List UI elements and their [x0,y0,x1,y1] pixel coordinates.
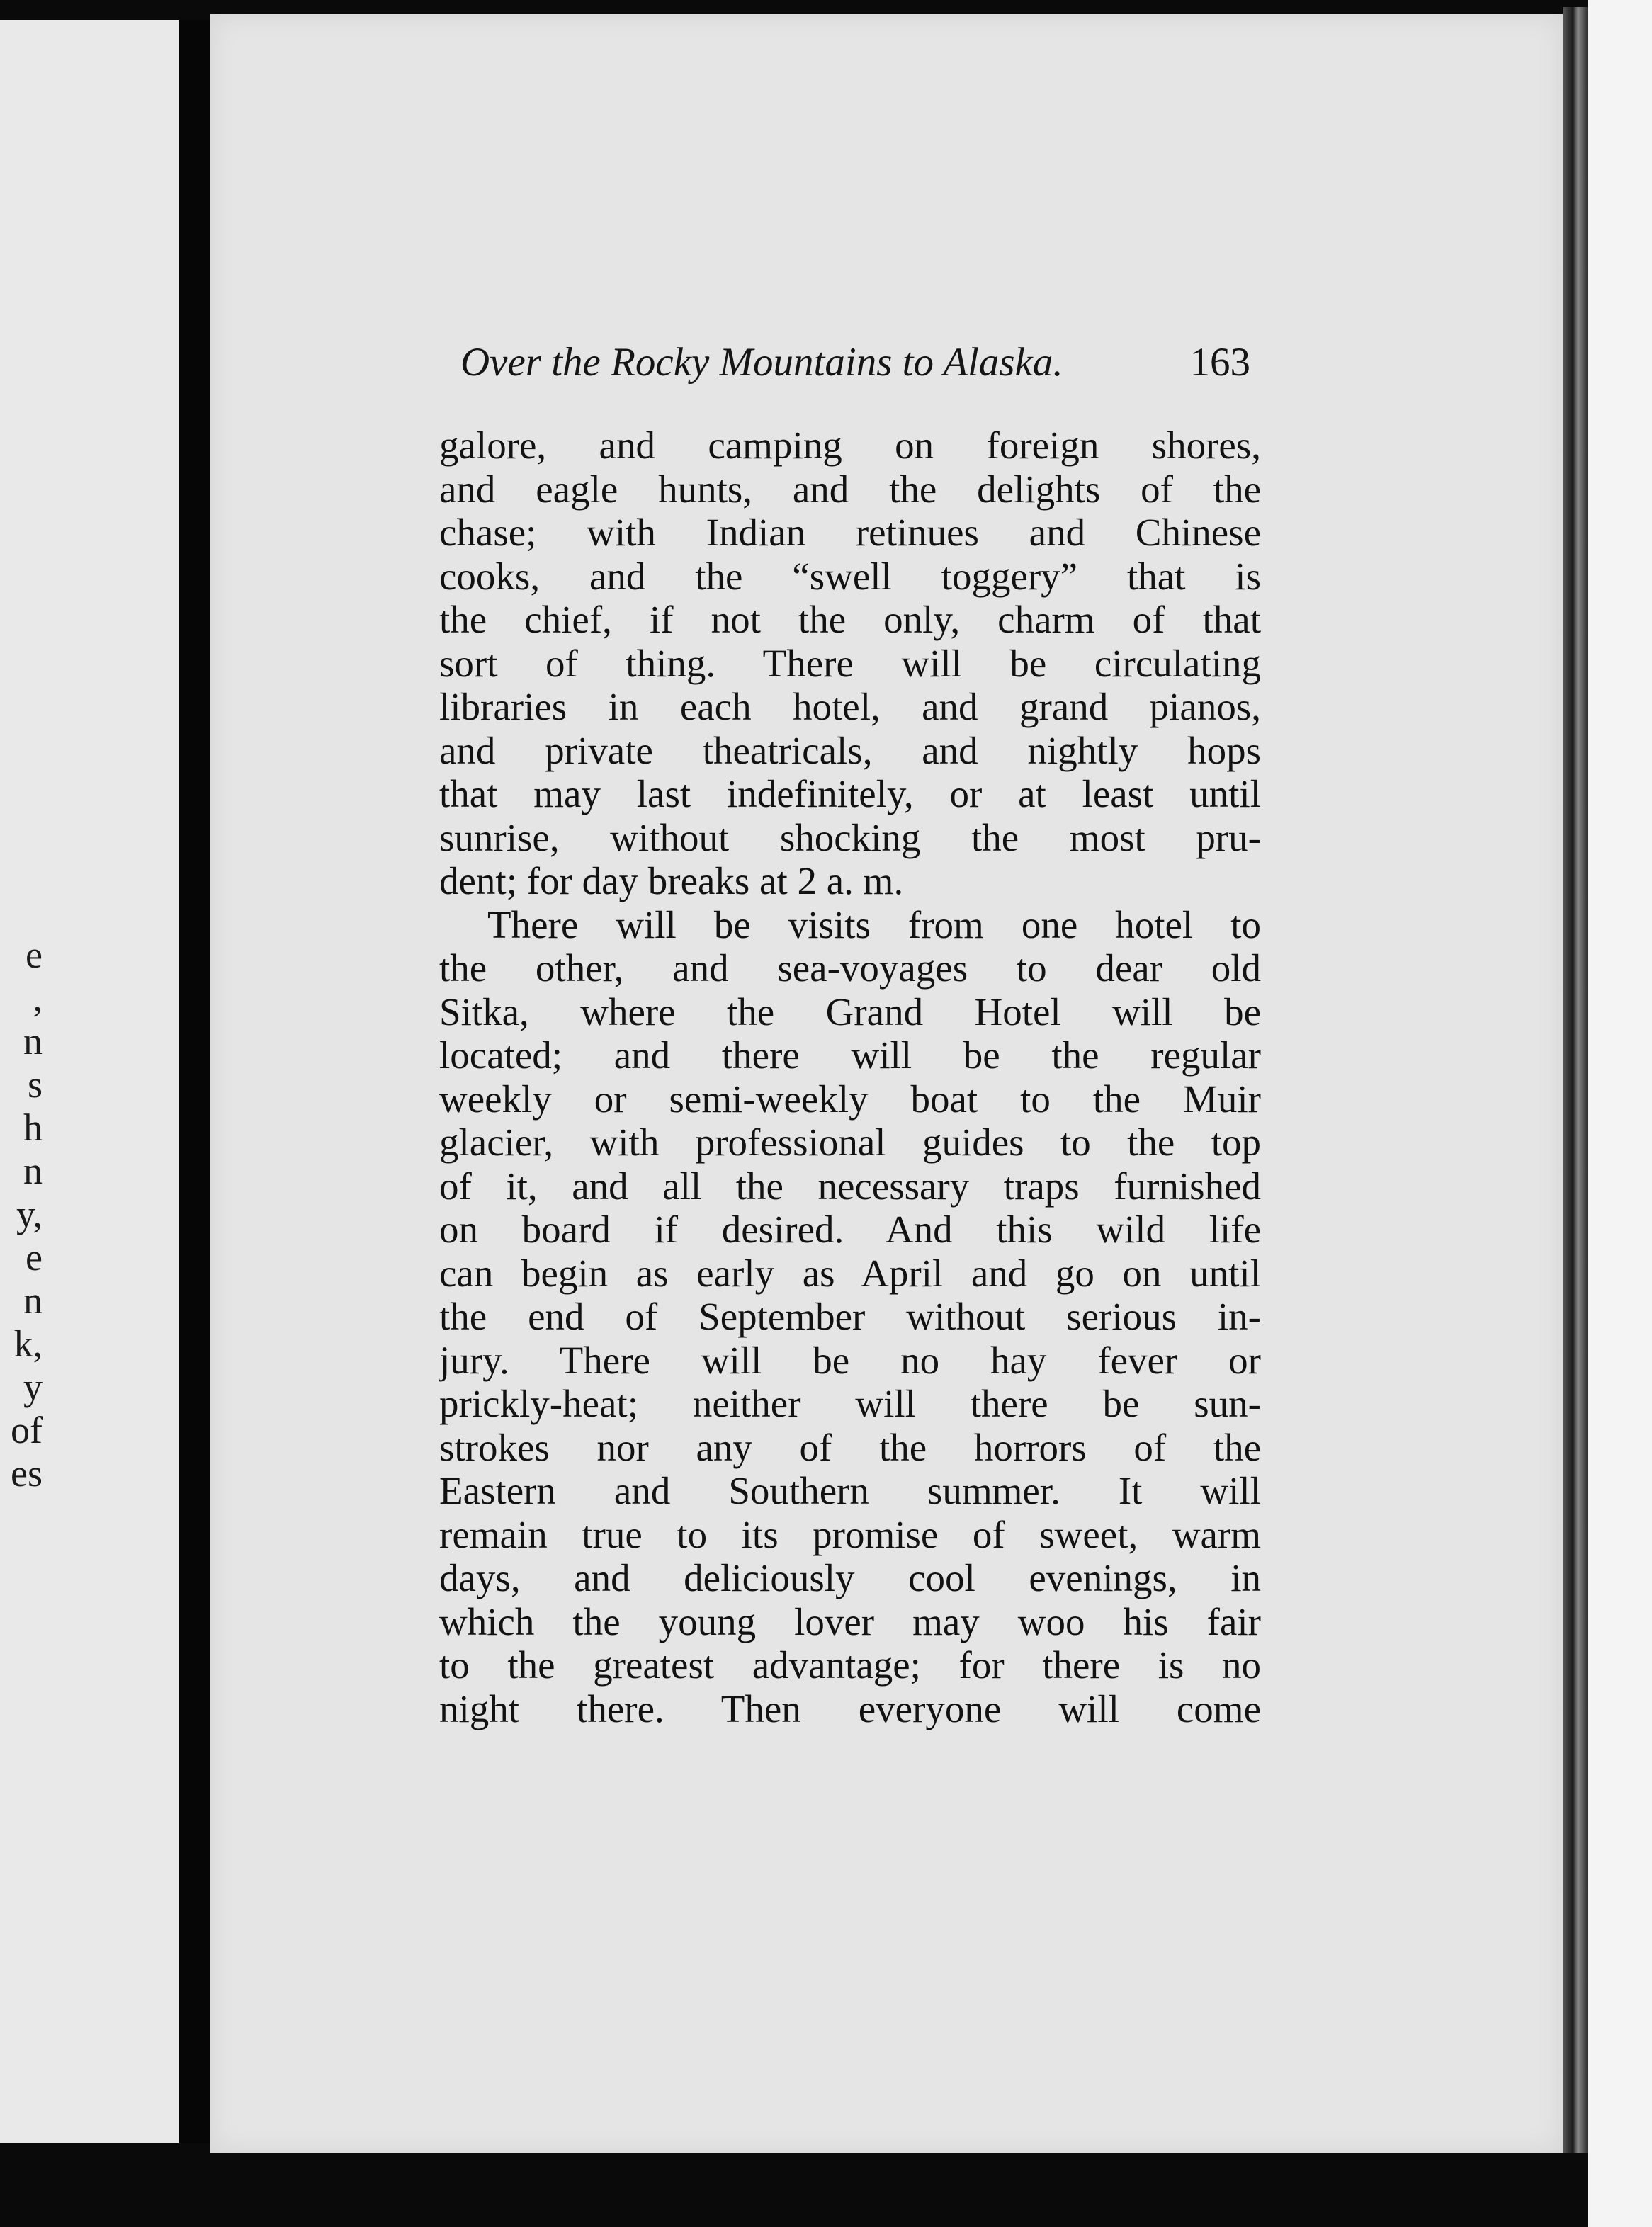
fragment-line: es [11,1452,43,1495]
text-line: galore, and camping on foreign shores, [439,424,1261,467]
text-line: the chief, if not the only, charm of that [439,598,1261,641]
text-line: sort of thing. There will be circulating [439,641,1261,685]
fragment-line: s [27,1063,43,1106]
text-line: the end of September without serious in- [439,1295,1261,1338]
paragraph-end-line: dent; for day breaks at 2 a. m. [439,859,904,902]
text-line: remain true to its promise of sweet, warm [439,1512,1261,1556]
fragment-line: y [23,1366,43,1408]
running-header [460,334,1250,391]
body-text [439,424,1261,1730]
fragment-line: e [26,934,43,976]
text-line: and eagle hunts, and the delights of the [439,467,1261,511]
text-line: weekly or semi-weekly boat to the Muir [439,1077,1261,1121]
text-line: days, and deliciously cool evenings, in [439,1556,1261,1599]
fragment-line: of [11,1409,43,1451]
fragment-line: h [23,1106,43,1149]
scan-background [1588,0,1652,2227]
text-line: cooks, and the “swell toggery” that is [439,554,1261,598]
text-line: and private theatricals, and nightly hops [439,728,1261,772]
previous-page-edge [0,20,179,2143]
text-line: can begin as early as April and go on until [439,1251,1261,1295]
text-line: sunrise, without shocking the most pru- [439,815,1261,859]
text-line: strokes nor any of the horrors of the [439,1425,1261,1469]
text-line: to the greatest advantage; for there is no [439,1643,1261,1687]
text-line: jury. There will be no hay fever or [439,1338,1261,1382]
text-line: night there. Then everyone will come [439,1687,1261,1730]
book-gutter [179,20,210,2143]
text-line: chase; with Indian retinues and Chinese [439,511,1261,554]
fragment-line: k, [13,1322,43,1365]
fragment-line: e [26,1236,43,1279]
text-line: located; and there will be the regular [439,1033,1261,1077]
fragment-line: n [23,1279,43,1322]
running-title: Over the Rocky Mountains to Alaska. [460,340,1063,385]
fragment-line: y, [16,1193,43,1235]
text-line: Sitka, where the Grand Hotel will be [439,990,1261,1033]
fragment-line: , [33,977,43,1019]
text-line: that may last indefinitely, or at least until [439,772,1261,815]
text-line: libraries in each hotel, and grand pianos, [439,685,1261,728]
paragraph-start-line: There will be visits from one hotel to [487,902,1261,946]
previous-page-text-fragments [0,934,43,1495]
page-number: 163 [1189,340,1250,385]
text-line: the other, and sea-voyages to dear old [439,946,1261,990]
text-line: of it, and all the necessary traps furnished [439,1164,1261,1208]
text-line: which the young lover may woo his fair [439,1599,1261,1643]
fragment-line: n [23,1150,43,1192]
text-line: Eastern and Southern summer. It will [439,1469,1261,1512]
text-line: glacier, with professional guides to the top [439,1121,1261,1164]
fragment-line: n [23,1020,43,1062]
page-edge-shadow [1563,7,1588,2153]
text-line: on board if desired. And this wild life [439,1208,1261,1251]
text-line: prickly-heat; neither will there be sun- [439,1382,1261,1425]
